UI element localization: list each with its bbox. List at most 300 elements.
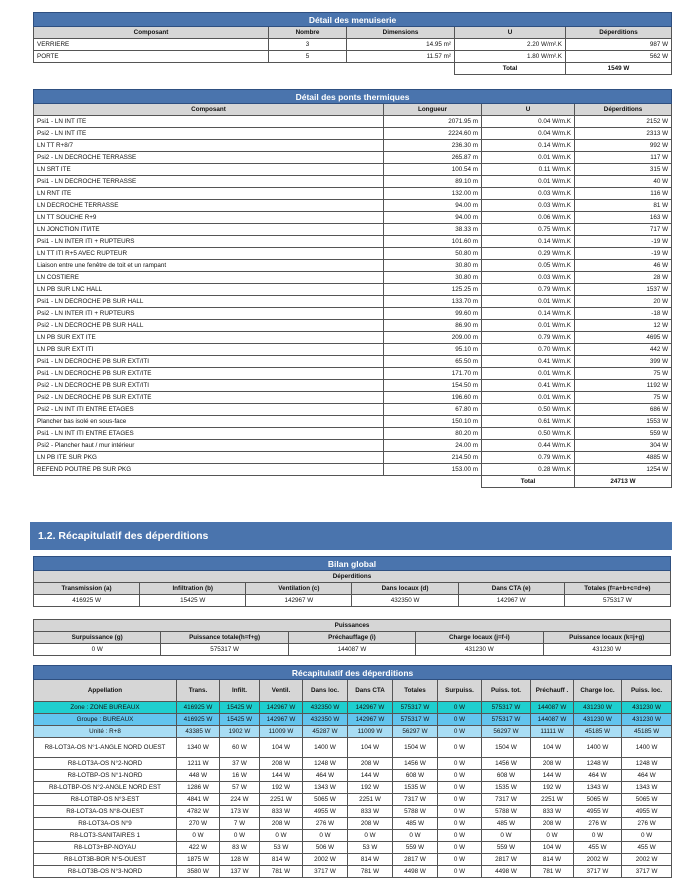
table-cell: 0.50 W/m.K [482, 404, 575, 416]
table-cell: 416925 W [177, 714, 220, 726]
table-cell: 0 W [438, 818, 482, 830]
table-cell: PORTE [34, 51, 269, 63]
table-cell: 1553 W [575, 416, 672, 428]
table-cell: 142967 W [260, 714, 303, 726]
table-row [34, 416, 672, 428]
table-cell: 11111 W [531, 726, 574, 738]
table-cell: 455 W [622, 842, 672, 854]
column-header: Appellation [34, 680, 177, 702]
table-row [34, 440, 672, 452]
table-cell: 0 W [438, 854, 482, 866]
recap-title: Récapitulatif des déperditions [34, 666, 672, 680]
table-cell: 833 W [531, 806, 574, 818]
table-row [34, 854, 672, 866]
table-cell: 0.70 W/m.K [482, 344, 575, 356]
table-cell: 104 W [260, 738, 303, 758]
table-cell: 0.04 W/m.K [482, 116, 575, 128]
table-cell: Psi2 - LN DECROCHE PB SUR EXT/ITE [34, 392, 384, 404]
table-cell: LN PB SUR LNC HALL [34, 284, 384, 296]
table-cell: 2002 W [303, 854, 348, 866]
table-cell: 781 W [348, 866, 393, 878]
table-cell: 214.50 m [384, 452, 482, 464]
header-row [34, 583, 671, 595]
table-cell: 304 W [575, 440, 672, 452]
table-cell: 276 W [622, 818, 672, 830]
table-cell: 717 W [575, 224, 672, 236]
table-cell: 1535 W [482, 782, 531, 794]
table-cell: 575317 W [393, 702, 438, 714]
table-cell: 132.00 m [384, 188, 482, 200]
table-cell: LN RNT ITE [34, 188, 384, 200]
table-cell: 89.10 m [384, 176, 482, 188]
table-cell: 485 W [393, 818, 438, 830]
column-header: Charge locaux (j=f-i) [416, 632, 543, 644]
table-cell: 1192 W [575, 380, 672, 392]
table-cell: 224 W [220, 794, 260, 806]
column-header: Préchauff . [531, 680, 574, 702]
table-cell: 399 W [575, 356, 672, 368]
table-cell: 192 W [260, 782, 303, 794]
table-cell: 4695 W [575, 332, 672, 344]
column-header: Puiss. loc. [622, 680, 672, 702]
table-row [34, 806, 672, 818]
table-cell: 455 W [574, 842, 622, 854]
bilan-value: 416925 W [34, 595, 140, 607]
table-cell: 2251 W [531, 794, 574, 806]
column-header: Longueur [384, 104, 482, 116]
table-cell: 0.14 W/m.K [482, 308, 575, 320]
table-cell: 40 W [575, 176, 672, 188]
table-row [34, 39, 672, 51]
table-cell: 154.50 m [384, 380, 482, 392]
table-cell: 46 W [575, 260, 672, 272]
table-cell: 0.03 W/m.K [482, 272, 575, 284]
table-cell: 0.01 W/m.K [482, 152, 575, 164]
table-cell: LN TT SOUCHE R+9 [34, 212, 384, 224]
table-cell: 2817 W [393, 854, 438, 866]
table-cell: 100.54 m [384, 164, 482, 176]
table-cell: 1343 W [303, 782, 348, 794]
table-cell: 192 W [531, 782, 574, 794]
table-row [34, 320, 672, 332]
table-cell: R8-LOTBP-OS N°1-NORD [34, 770, 177, 782]
column-header: Surpuiss. [438, 680, 482, 702]
table-cell: 37 W [220, 758, 260, 770]
table-cell: LN SRT ITE [34, 164, 384, 176]
table-cell: 3717 W [574, 866, 622, 878]
table-cell: 0 W [438, 714, 482, 726]
table-cell: Psi2 - LN INT ITI ENTRE ETAGES [34, 404, 384, 416]
table-cell: LN TT R+8/7 [34, 140, 384, 152]
ponts-total-value: 24713 W [575, 476, 672, 488]
table-cell: LN JONCTION ITI/ITE [34, 224, 384, 236]
table-cell: 173 W [220, 806, 260, 818]
table-cell: 0 W [622, 830, 672, 842]
table-cell: 0.14 W/m.K [482, 140, 575, 152]
table-cell: 7317 W [482, 794, 531, 806]
table-cell: 11009 W [348, 726, 393, 738]
table-cell: R8-LOTBP-OS N°3-EST [34, 794, 177, 806]
table-cell: 28 W [575, 272, 672, 284]
table-row [34, 164, 672, 176]
table-cell: 432350 W [303, 702, 348, 714]
table-row [34, 140, 672, 152]
table-cell: 153.00 m [384, 464, 482, 476]
table-cell: Psi2 - LN DECROCHE TERRASSE [34, 152, 384, 164]
table-cell: 0.01 W/m.K [482, 320, 575, 332]
ponts-title: Détail des ponts thermiques [34, 90, 672, 104]
table-cell: 1902 W [220, 726, 260, 738]
table-cell: 125.25 m [384, 284, 482, 296]
table-cell: 0.11 W/m.K [482, 164, 575, 176]
table-cell: 5788 W [482, 806, 531, 818]
table-cell: 814 W [260, 854, 303, 866]
ponts-total-label: Total [482, 476, 575, 488]
table-cell: 1211 W [177, 758, 220, 770]
table-cell: 208 W [531, 818, 574, 830]
table-cell: 4955 W [622, 806, 672, 818]
table-cell: 208 W [348, 818, 393, 830]
table-row [34, 284, 672, 296]
table-cell: 5788 W [393, 806, 438, 818]
table-cell: 0.01 W/m.K [482, 296, 575, 308]
table-cell: 150.10 m [384, 416, 482, 428]
table-cell: 3580 W [177, 866, 220, 878]
column-header: Ventil. [260, 680, 303, 702]
table-cell: 1248 W [622, 758, 672, 770]
table-cell: 99.60 m [384, 308, 482, 320]
table-cell: 575317 W [482, 714, 531, 726]
table-row [34, 248, 672, 260]
table-cell: 1400 W [574, 738, 622, 758]
table-cell: 94.00 m [384, 200, 482, 212]
menuiserie-table [33, 12, 672, 75]
table-row [34, 794, 672, 806]
table-cell: 117 W [575, 152, 672, 164]
table-cell: 1343 W [622, 782, 672, 794]
table-cell: 5065 W [303, 794, 348, 806]
table-cell: 45185 W [574, 726, 622, 738]
table-cell: R8-LOTBP-OS N°2-ANGLE NORD EST [34, 782, 177, 794]
table-cell: Psi1 - LN DECROCHE PB SUR EXT/ITE [34, 368, 384, 380]
table-cell: 1286 W [177, 782, 220, 794]
table-cell: 11.57 m² [347, 51, 455, 63]
table-cell: Psi2 - LN INT ITE [34, 128, 384, 140]
table-cell: 0.79 W/m.K [482, 452, 575, 464]
table-row [34, 782, 672, 794]
table-cell: 5 [269, 51, 347, 63]
table-cell: 163 W [575, 212, 672, 224]
table-cell: 432350 W [303, 714, 348, 726]
table-cell: 7 W [220, 818, 260, 830]
table-cell: LN PB SUR EXT ITE [34, 332, 384, 344]
column-header: Dans CTA [348, 680, 393, 702]
table-cell: 1456 W [393, 758, 438, 770]
table-cell: R8-LOT3B-OS N°3-NORD [34, 866, 177, 878]
column-header: Infiltration (b) [140, 583, 246, 595]
table-cell: 575317 W [393, 714, 438, 726]
column-header: Puissance locaux (k=j+g) [543, 632, 670, 644]
table-cell: 431230 W [574, 714, 622, 726]
table-row [34, 428, 672, 440]
table-row [34, 392, 672, 404]
zone-row [34, 702, 672, 714]
table-cell: 0 W [177, 830, 220, 842]
table-cell: 4498 W [482, 866, 531, 878]
table-cell: 442 W [575, 344, 672, 356]
column-header: U [455, 27, 566, 39]
table-cell: 81 W [575, 200, 672, 212]
table-cell: Psi1 - LN DECROCHE PB SUR EXT/ITI [34, 356, 384, 368]
table-cell: 14.95 m² [347, 39, 455, 51]
table-cell: 0.04 W/m.K [482, 128, 575, 140]
table-cell: 0.61 W/m.K [482, 416, 575, 428]
table-cell: R8-LOT3B-BOR N°5-OUEST [34, 854, 177, 866]
table-cell: R8-LOT3-SANITAIRES 1 [34, 830, 177, 842]
bilan-global-table [33, 556, 671, 607]
table-cell: 83 W [220, 842, 260, 854]
table-row [34, 272, 672, 284]
table-row [34, 830, 672, 842]
table-row [34, 344, 672, 356]
table-cell: 0 W [438, 806, 482, 818]
table-cell: 11009 W [260, 726, 303, 738]
table-cell: 1343 W [574, 782, 622, 794]
table-cell: 20 W [575, 296, 672, 308]
table-cell: 987 W [566, 39, 672, 51]
table-cell: 4841 W [177, 794, 220, 806]
table-cell: 4782 W [177, 806, 220, 818]
table-cell: 0.14 W/m.K [482, 236, 575, 248]
table-cell: 2152 W [575, 116, 672, 128]
table-cell: Psi1 - LN INT ITI ENTRE ETAGES [34, 428, 384, 440]
table-cell: 0 W [438, 738, 482, 758]
table-cell: 144 W [260, 770, 303, 782]
table-row [34, 236, 672, 248]
table-row [34, 866, 672, 878]
table-cell: 142967 W [348, 714, 393, 726]
table-cell: LN DECROCHE TERRASSE [34, 200, 384, 212]
table-cell: Plancher bas isolé en sous-face [34, 416, 384, 428]
table-cell: -18 W [575, 308, 672, 320]
table-cell: 208 W [260, 818, 303, 830]
table-cell: 3717 W [303, 866, 348, 878]
table-cell: 95.10 m [384, 344, 482, 356]
unite-row [34, 726, 672, 738]
table-cell: 559 W [575, 428, 672, 440]
table-cell: R8-LOT3+BP-NOYAU [34, 842, 177, 854]
table-cell: 1254 W [575, 464, 672, 476]
table-cell: 1400 W [622, 738, 672, 758]
table-cell: 208 W [260, 758, 303, 770]
menuiserie-title: Détail des menuiserie [34, 13, 672, 27]
bilan-value: 432350 W [352, 595, 458, 607]
table-cell: 1875 W [177, 854, 220, 866]
table-row [34, 152, 672, 164]
table-cell: 562 W [566, 51, 672, 63]
table-cell: 171.70 m [384, 368, 482, 380]
table-cell: 608 W [482, 770, 531, 782]
table-row [34, 452, 672, 464]
table-cell: 53 W [348, 842, 393, 854]
table-cell: 0 W [303, 830, 348, 842]
table-cell: 45185 W [622, 726, 672, 738]
table-cell: 0 W [260, 830, 303, 842]
table-cell: 65.50 m [384, 356, 482, 368]
table-cell: Psi1 - LN DECROCHE PB SUR HALL [34, 296, 384, 308]
table-cell: 1456 W [482, 758, 531, 770]
table-cell: 1537 W [575, 284, 672, 296]
table-cell: 56297 W [393, 726, 438, 738]
table-row [34, 224, 672, 236]
table-row [34, 368, 672, 380]
table-cell: 4955 W [303, 806, 348, 818]
table-cell: 416925 W [177, 702, 220, 714]
table-cell: Psi1 - LN INTER ITI + RUPTEURS [34, 236, 384, 248]
table-cell: 142967 W [348, 702, 393, 714]
table-cell: 2313 W [575, 128, 672, 140]
header-row [34, 632, 671, 644]
table-cell: 60 W [220, 738, 260, 758]
bilan-value: 15425 W [140, 595, 246, 607]
table-cell: 1504 W [482, 738, 531, 758]
table-cell: 4498 W [393, 866, 438, 878]
table-cell: 0.29 W/m.K [482, 248, 575, 260]
puissance-value: 431230 W [416, 644, 543, 656]
table-cell: 0.79 W/m.K [482, 332, 575, 344]
table-cell: Zone : ZONE BUREAUX [34, 702, 177, 714]
table-row [34, 51, 672, 63]
table-cell: 833 W [260, 806, 303, 818]
table-cell: VERRIERE [34, 39, 269, 51]
table-cell: 0.75 W/m.K [482, 224, 575, 236]
table-cell: 0 W [574, 830, 622, 842]
table-cell: 0 W [438, 842, 482, 854]
table-cell: 133.70 m [384, 296, 482, 308]
table-cell: 315 W [575, 164, 672, 176]
table-row [34, 818, 672, 830]
table-cell: 0.41 W/m.K [482, 380, 575, 392]
table-cell: 0 W [438, 726, 482, 738]
column-header: Totales (f=a+b+c=d+e) [564, 583, 670, 595]
table-cell: 30.80 m [384, 260, 482, 272]
menuiserie-total-label: Total [455, 63, 566, 75]
table-cell: Psi2 - LN DECROCHE PB SUR EXT/ITI [34, 380, 384, 392]
table-cell: 833 W [348, 806, 393, 818]
table-cell: 30.80 m [384, 272, 482, 284]
menuiserie-total-spacer [34, 63, 455, 75]
table-cell: 80.20 m [384, 428, 482, 440]
table-cell: 2002 W [622, 854, 672, 866]
table-row [34, 296, 672, 308]
table-row [34, 176, 672, 188]
puissance-value: 144087 W [288, 644, 415, 656]
column-header: Transmission (a) [34, 583, 140, 595]
column-header: Composant [34, 27, 269, 39]
table-cell: 448 W [177, 770, 220, 782]
table-cell: 0 W [438, 830, 482, 842]
table-row [34, 260, 672, 272]
table-cell: 2224.60 m [384, 128, 482, 140]
table-cell: 192 W [348, 782, 393, 794]
table-cell: 86.90 m [384, 320, 482, 332]
table-cell: 116 W [575, 188, 672, 200]
table-cell: 3 [269, 39, 347, 51]
table-cell: 2817 W [482, 854, 531, 866]
table-cell: R8-LOT3A-OS N°1-ANGLE NORD OUEST [34, 738, 177, 758]
table-cell: Liaison entre une fenêtre de toit et un rampant [34, 260, 384, 272]
table-cell: 2251 W [348, 794, 393, 806]
bilan-subtitle: Déperditions [34, 571, 671, 583]
menuiserie-total-value: 1549 W [566, 63, 672, 75]
table-row [34, 116, 672, 128]
table-cell: 1400 W [303, 738, 348, 758]
table-cell: 5065 W [622, 794, 672, 806]
table-cell: 208 W [531, 758, 574, 770]
table-cell: -19 W [575, 236, 672, 248]
table-row [34, 212, 672, 224]
bilan-value: 142967 W [458, 595, 564, 607]
table-cell: LN COSTIERE [34, 272, 384, 284]
puissance-value: 0 W [34, 644, 161, 656]
table-cell: 209.00 m [384, 332, 482, 344]
table-cell: 575317 W [482, 702, 531, 714]
table-cell: 128 W [220, 854, 260, 866]
ponts-total-spacer [34, 476, 482, 488]
header-row [34, 680, 672, 702]
table-cell: 15425 W [220, 702, 260, 714]
table-cell: 0.01 W/m.K [482, 176, 575, 188]
table-cell: Psi1 - LN INT ITE [34, 116, 384, 128]
table-cell: 236.30 m [384, 140, 482, 152]
table-row [34, 188, 672, 200]
table-row [34, 356, 672, 368]
table-row [34, 842, 672, 854]
table-cell: 276 W [303, 818, 348, 830]
column-header: Dimensions [347, 27, 455, 39]
table-cell: 45287 W [303, 726, 348, 738]
table-cell: 814 W [348, 854, 393, 866]
puissance-value: 575317 W [161, 644, 288, 656]
table-row [34, 380, 672, 392]
table-cell: 485 W [482, 818, 531, 830]
column-header: Composant [34, 104, 384, 116]
table-cell: 75 W [575, 392, 672, 404]
table-cell: Unité : R+8 [34, 726, 177, 738]
table-row [34, 308, 672, 320]
table-cell: 464 W [303, 770, 348, 782]
header-row [34, 104, 672, 116]
table-cell: 1248 W [303, 758, 348, 770]
table-cell: 0.79 W/m.K [482, 284, 575, 296]
table-cell: LN TT ITI R+5 AVEC RUPTEUR [34, 248, 384, 260]
groupe-row [34, 714, 672, 726]
table-cell: Psi1 - LN DECROCHE TERRASSE [34, 176, 384, 188]
table-cell: 2251 W [260, 794, 303, 806]
table-cell: 276 W [574, 818, 622, 830]
table-cell: 0 W [220, 830, 260, 842]
table-cell: 1504 W [393, 738, 438, 758]
table-cell: 0 W [393, 830, 438, 842]
table-cell: 4955 W [574, 806, 622, 818]
table-cell: 137 W [220, 866, 260, 878]
table-cell: 144087 W [531, 714, 574, 726]
table-cell: 0.28 W/m.K [482, 464, 575, 476]
table-cell: 24.00 m [384, 440, 482, 452]
table-cell: 5065 W [574, 794, 622, 806]
table-cell: 144 W [348, 770, 393, 782]
table-row [34, 128, 672, 140]
